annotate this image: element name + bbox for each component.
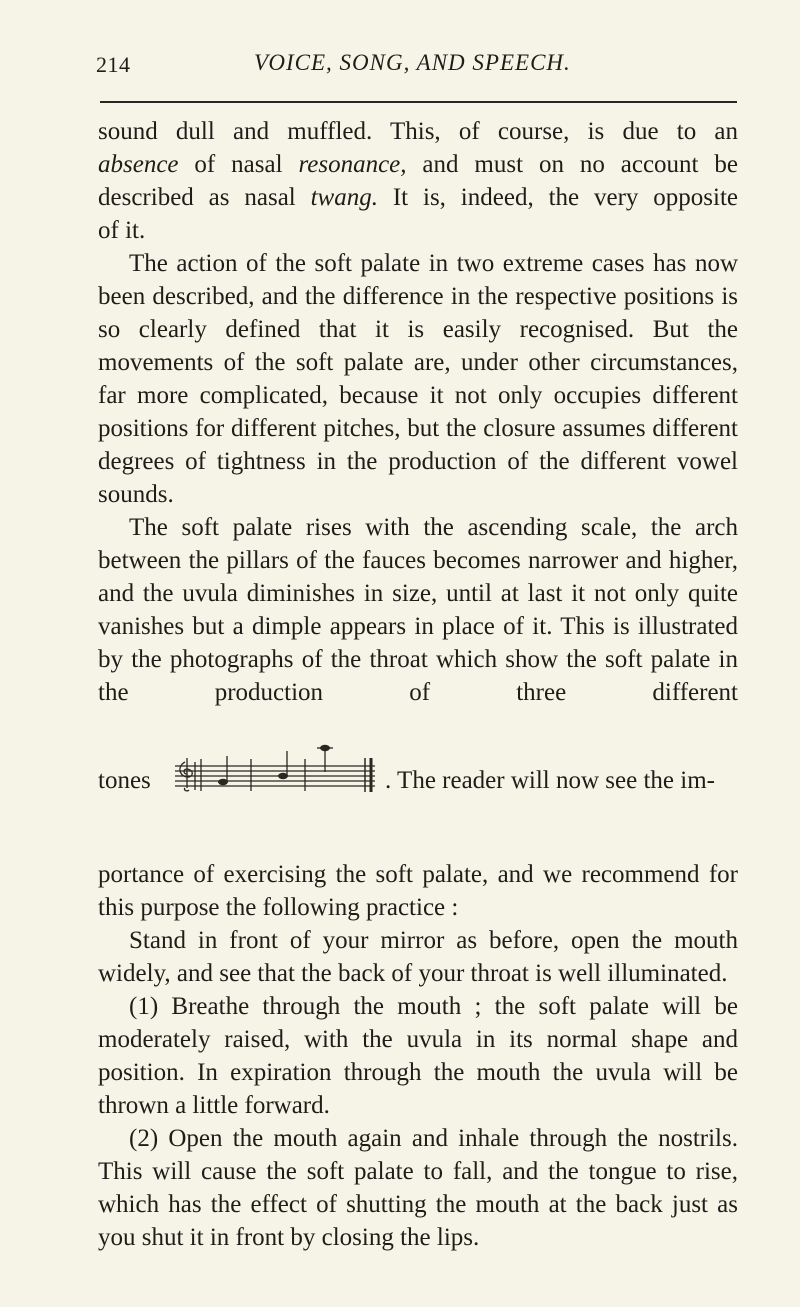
music-stave-illustration <box>175 744 377 794</box>
emphasis-resonance: resonance, <box>298 151 407 178</box>
running-title: VOICE, SONG, AND SPEECH. <box>254 50 571 75</box>
paragraph-1-line-4: of it. <box>98 217 146 244</box>
paragraph-1-line-1: sound dull and muffled. This, of course, is due to an <box>98 118 738 145</box>
paragraph-1-line-3: described as nasal twang. It is, indeed, the very opposite <box>98 184 738 211</box>
paragraph-2: The action of the soft palate in two extreme cases has now been described, and the difference in the respective positions is so clearly defined that it is easily recognised. But the movements of the soft palate are, under other circumstances, far more complicated, because it not only occupies different positions for different pitches, but the closure assumes different degrees of tightness in the production of the different vowel sounds. <box>98 250 738 508</box>
tones-text-continuation: . The reader will now see the im- <box>385 767 715 794</box>
text-block-top <box>98 115 738 709</box>
paragraph-6-step-2: (2) Open the mouth again and inhale through the nostrils. This will cause the soft palate to fall, and the tongue to rise, which has the effect of shutting the mouth at the back just as you shut it in front by closing the lips. <box>98 1125 738 1251</box>
emphasis-twang: twang. <box>310 184 378 211</box>
paragraph-3-end: portance of exercising the soft palate, and we recommend for this purpose the following practice : <box>98 861 738 921</box>
paragraph-4: Stand in front of your mirror as before, open the mouth widely, and see that the back of your throat is well illuminated. <box>98 927 738 987</box>
page-number: 214 <box>96 52 131 77</box>
tones-word: tones <box>98 767 151 794</box>
header-rule <box>100 101 737 103</box>
paragraph-3-intro: The soft palate rises with the ascending scale, the arch between the pillars of the fauces becomes narrower and higher, and the uvula diminishes in size, until at last it not only quite vanishes but a dimple appears in place of it. This is illustrated by the photographs of the throat which show the soft palate in the production of three different <box>98 514 738 706</box>
paragraph-5-step-1: (1) Breathe through the mouth ; the soft palate will be moderately raised, with the uvula in its normal shape and position. In expiration through the mouth the uvula will be thrown a little forward. <box>98 993 738 1119</box>
paragraph-1-line-2: absence of nasal resonance, and must on no account be <box>98 151 738 178</box>
text-block-bottom <box>98 858 738 1254</box>
emphasis-absence: absence <box>98 151 179 178</box>
